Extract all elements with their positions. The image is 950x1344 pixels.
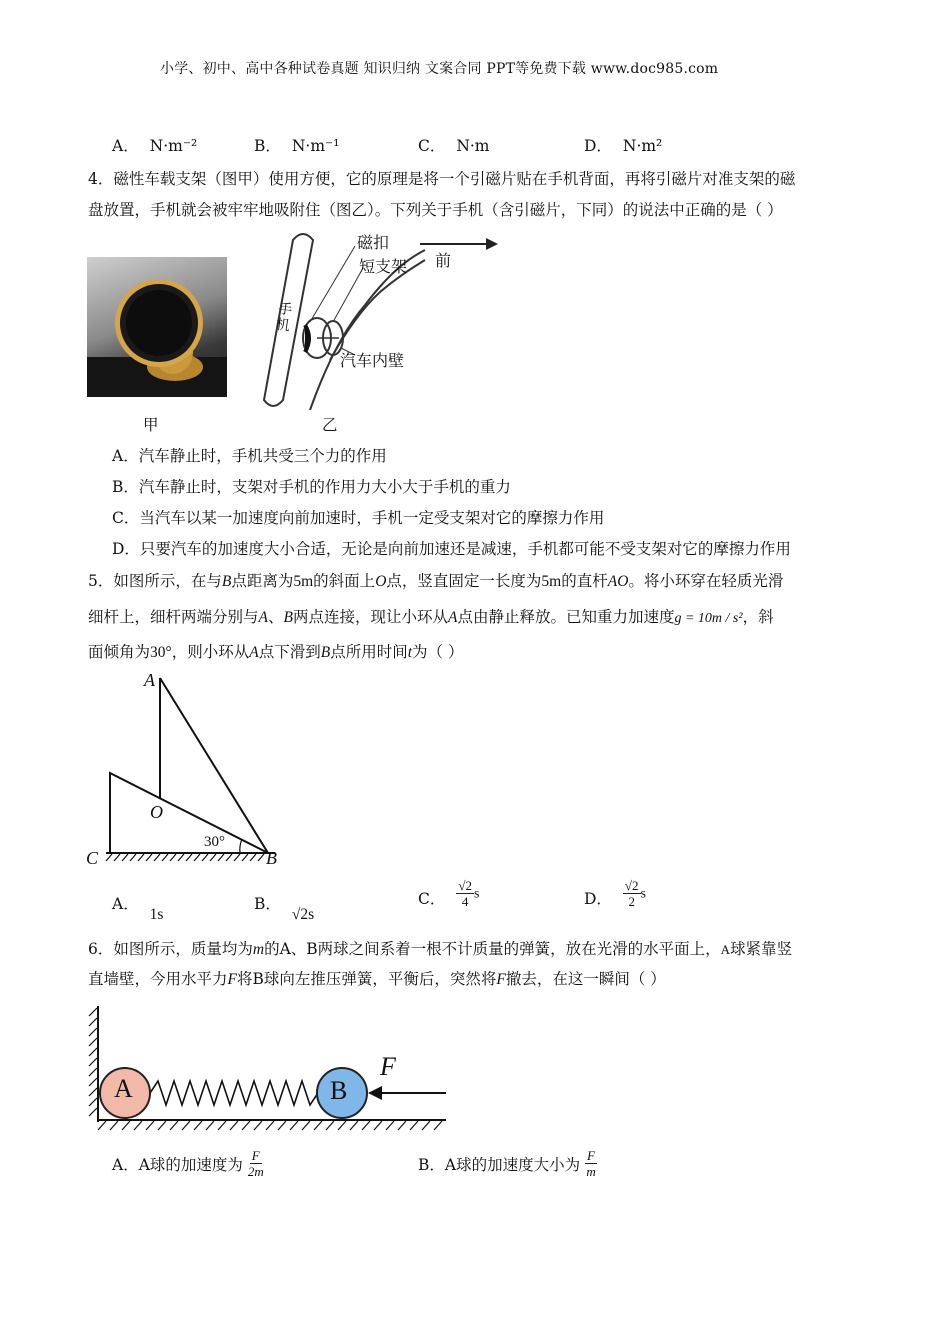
q3-option-a-label: A． [112, 137, 139, 155]
q5-text: ，则小环从 [171, 643, 250, 661]
q5-var-b: B [320, 644, 331, 661]
q6-text: 球紧靠竖 [730, 940, 793, 958]
q5-text: ，斜 [742, 608, 774, 626]
fraction-denominator: m [586, 1164, 596, 1179]
q6-option-b-text: B．A球的加速度大小为 [418, 1155, 581, 1174]
q5-var-a: A [258, 609, 268, 626]
q5-text: 的斜面上 [313, 572, 376, 590]
q5-var-a: A [249, 644, 259, 661]
q6-text: 6．如图所示，质量均为 [88, 940, 253, 958]
q5-stem-line2 [88, 606, 774, 630]
q5-text: 点由静止释放。已知重力加速度 [457, 608, 675, 626]
q6-option-a-fraction [248, 1148, 264, 1179]
q6-stem-line2 [88, 968, 666, 991]
label-magnet: 磁扣 [357, 233, 390, 252]
q5-text: 点所用时间 [330, 643, 408, 661]
q5-var-b: B [283, 609, 293, 626]
q3-option-d-value: N·m² [622, 137, 663, 155]
q5-stem-line3 [88, 641, 463, 664]
q5-text: 面倾角为 [88, 643, 151, 661]
q6-text: 的A、B两球之间系着一根不计质量的弹簧，放在光滑的水平面上， [264, 940, 721, 958]
q5-text: 为（ ） [412, 643, 464, 661]
q5-angle: 30° [150, 644, 172, 661]
q6-option-b[interactable] [418, 1148, 597, 1179]
q5-text: 点，竖直固定一长度为 [386, 572, 542, 590]
q5-option-d[interactable] [584, 878, 646, 909]
q6-var-a: A [720, 942, 731, 957]
label-front: 前 [435, 251, 452, 270]
q3-option-b[interactable] [254, 134, 339, 156]
angle-label: 30° [204, 834, 225, 850]
fraction-numerator: F [251, 1148, 260, 1163]
q5-text: 。将小环穿在轻质光滑 [628, 572, 784, 590]
q6-var-m: m [252, 941, 265, 958]
fraction-denominator: 2 [628, 894, 635, 909]
q6-stem-line1 [88, 938, 792, 961]
q5-text: 点距离为 [231, 572, 294, 590]
label-car-wall: 汽车内壁 [340, 351, 405, 370]
q4-option-b[interactable]: B．汽车静止时，支架对手机的作用力大小大于手机的重力 [112, 478, 511, 496]
magnetic-mount-icon [87, 257, 227, 397]
q4-option-d[interactable]: D．只要汽车的加速度大小合适，无论是向前加速还是减速，手机都可能不受支架对它的摩擦力作用 [112, 540, 791, 558]
q5-var-t: t [407, 644, 413, 661]
q5-option-b-label: B． [254, 895, 281, 913]
force-f-label: F [380, 1052, 396, 1081]
q4-stem-line2: 盘放置，手机就会被牢牢地吸附住（图乙）。下列关于手机（含引磁片，下同）的说法中正确的是（ ） [88, 201, 783, 219]
q6-var-f: F [496, 971, 506, 988]
q5-var-b: B [221, 573, 232, 590]
q5-text: 细杆上，细杆两端分别与 [88, 608, 259, 626]
q6-option-b-fraction [585, 1148, 597, 1179]
q5-option-d-unit: s [640, 886, 646, 902]
q5-option-a-label: A． [112, 895, 139, 913]
incline-diagram [80, 668, 290, 868]
q3-option-d-label: D． [584, 137, 612, 155]
q4-stem-line1: 4．磁性车载支架（图甲）使用方便，它的原理是将一个引磁片贴在手机背面，再将引磁片对准支架的磁 [88, 170, 796, 188]
q3-option-a[interactable] [112, 134, 197, 156]
q5-length: 5m [541, 573, 562, 590]
fraction-denominator: 4 [461, 894, 469, 909]
q3-option-c-label: C． [418, 137, 446, 155]
q5-option-c-unit: s [473, 886, 480, 902]
q3-option-c-value: N·m [456, 137, 490, 155]
q6-var-f: F [227, 971, 237, 988]
figure-jia-caption: 甲 [143, 416, 159, 434]
q6-option-a[interactable] [112, 1148, 264, 1179]
fraction-numerator: F [587, 1148, 595, 1163]
q3-option-b-label: B． [254, 137, 281, 155]
point-a-label: A [144, 670, 155, 690]
q5-option-d-label: D． [584, 889, 612, 908]
point-c-label: C [86, 848, 99, 868]
q5-var-a: A [447, 609, 458, 626]
fraction-numerator: √2 [624, 878, 639, 893]
q5-option-c-label: C． [418, 889, 446, 908]
q5-var-o: O [375, 573, 387, 590]
label-phone: 手机 [274, 300, 294, 335]
q6-text: 将B球向左推压弹簧，平衡后，突然将 [236, 970, 497, 988]
ball-a-label: A [114, 1074, 133, 1103]
q3-option-b-value: N·m⁻¹ [291, 137, 340, 155]
page-header: 小学、初中、高中各种试卷真题 知识归纳 文案合同 PPT等免费下载 www.doc985.com [160, 61, 719, 77]
q5-option-b[interactable] [254, 892, 315, 923]
q4-option-c[interactable]: C．当汽车以某一加速度向前加速时，手机一定受支架对它的摩擦力作用 [112, 509, 605, 527]
q6-text: 撤去，在这一瞬间（ ） [505, 970, 666, 988]
q5-option-a-value: 1s [149, 906, 164, 923]
q5-text: 两点连接，现让小环从 [292, 608, 448, 626]
figure-yi-caption: 乙 [322, 416, 338, 434]
q5-text: 、 [267, 608, 284, 626]
q6-text: 直墙壁，今用水平力 [88, 970, 228, 988]
q5-stem-line1 [88, 570, 783, 593]
q5-gravity: g = 10m / s² [674, 611, 743, 626]
q5-option-d-fraction [623, 878, 641, 909]
q4-option-a[interactable]: A．汽车静止时，手机共受三个力的作用 [112, 447, 387, 465]
magnetic-mount-photo [87, 257, 227, 397]
q3-option-d[interactable] [584, 134, 662, 156]
point-o-label: O [150, 802, 163, 822]
spring-balls-diagram [86, 998, 456, 1138]
q5-option-b-value: √2s [291, 906, 315, 923]
q3-option-a-value: N·m⁻² [149, 137, 198, 155]
q3-option-c[interactable] [418, 134, 490, 156]
fraction-numerator: √2 [458, 878, 472, 893]
q5-text: 的直杆 [561, 572, 608, 590]
fraction-denominator: 2m [247, 1164, 264, 1179]
point-b-label: B [266, 848, 277, 868]
q5-var-ao: AO [607, 573, 629, 590]
phone-mount-diagram [255, 230, 515, 410]
q5-option-a[interactable] [112, 892, 164, 923]
q5-option-c-fraction [456, 878, 474, 909]
q5-text: 5．如图所示，在与 [88, 572, 222, 590]
ball-b-label: B [330, 1076, 348, 1105]
label-bracket: 短支架 [359, 257, 408, 276]
q6-option-a-text: A．A球的加速度为 [112, 1155, 243, 1174]
q5-text: 点下滑到 [258, 643, 321, 661]
q5-distance: 5m [293, 573, 314, 590]
q5-option-c[interactable] [418, 878, 479, 909]
